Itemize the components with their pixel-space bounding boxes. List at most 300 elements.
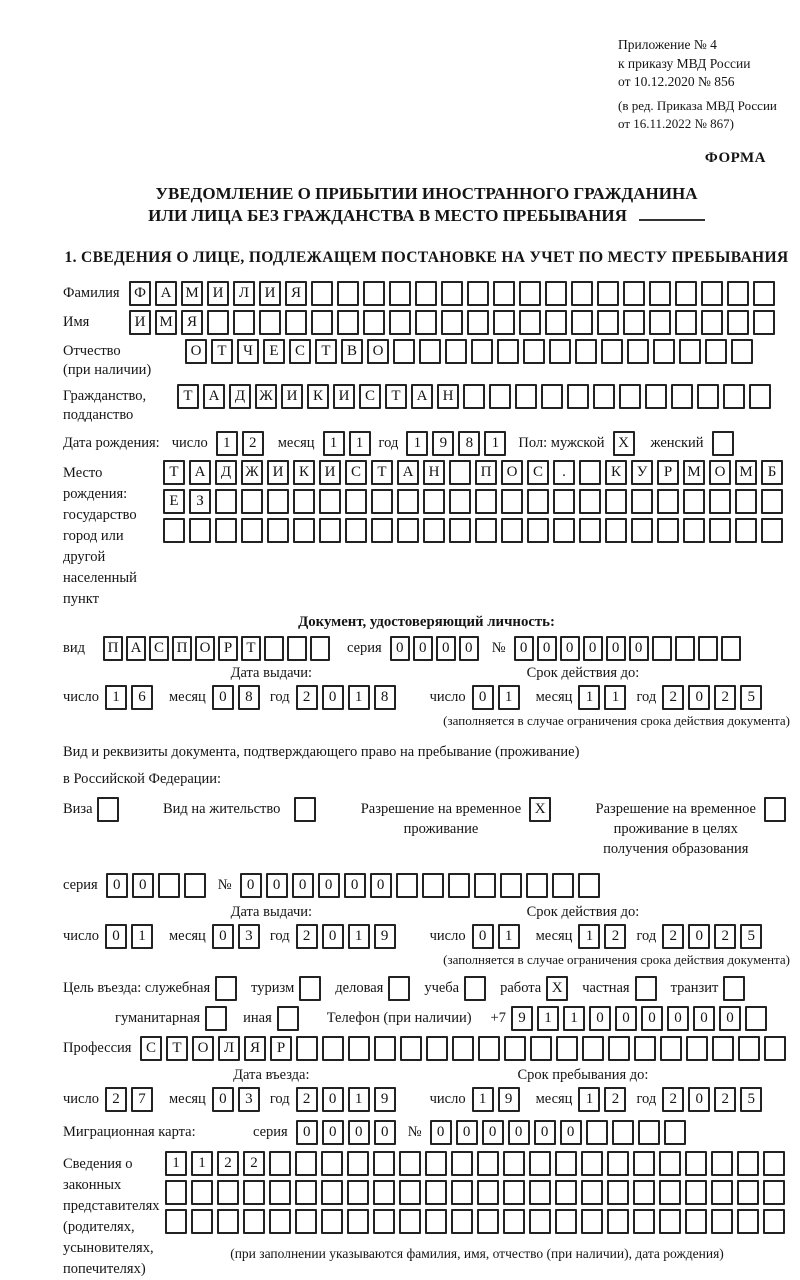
form-cell[interactable]: 0 bbox=[212, 924, 234, 949]
form-cell[interactable] bbox=[723, 976, 745, 1001]
form-cell[interactable] bbox=[660, 1036, 682, 1061]
form-cell[interactable]: И bbox=[281, 384, 303, 409]
form-cell[interactable] bbox=[451, 1180, 473, 1205]
form-cell[interactable] bbox=[738, 1036, 760, 1061]
form-cell[interactable]: 2 bbox=[662, 1087, 684, 1112]
form-cell[interactable] bbox=[519, 310, 541, 335]
form-cell[interactable]: X bbox=[529, 797, 551, 822]
form-cell[interactable] bbox=[571, 310, 593, 335]
form-cell[interactable] bbox=[764, 797, 786, 822]
form-cell[interactable] bbox=[477, 1180, 499, 1205]
form-cell[interactable] bbox=[657, 489, 679, 514]
form-cell[interactable] bbox=[389, 281, 411, 306]
form-cell[interactable]: 2 bbox=[662, 685, 684, 710]
form-cell[interactable]: 9 bbox=[374, 1087, 396, 1112]
form-cell[interactable]: Я bbox=[244, 1036, 266, 1061]
form-cell[interactable] bbox=[711, 1180, 733, 1205]
form-cell[interactable] bbox=[347, 1151, 369, 1176]
form-cell[interactable]: В bbox=[341, 339, 363, 364]
form-cell[interactable]: А bbox=[397, 460, 419, 485]
form-cell[interactable]: 2 bbox=[604, 1087, 626, 1112]
form-cell[interactable] bbox=[241, 518, 263, 543]
form-cell[interactable] bbox=[348, 1036, 370, 1061]
form-cell[interactable] bbox=[400, 1036, 422, 1061]
form-cell[interactable] bbox=[619, 384, 641, 409]
form-cell[interactable] bbox=[423, 489, 445, 514]
form-cell[interactable]: 8 bbox=[238, 685, 260, 710]
form-cell[interactable] bbox=[285, 310, 307, 335]
form-cell[interactable]: 0 bbox=[266, 873, 288, 898]
form-cell[interactable] bbox=[397, 518, 419, 543]
form-cell[interactable] bbox=[727, 310, 749, 335]
form-cell[interactable] bbox=[425, 1180, 447, 1205]
form-cell[interactable]: 5 bbox=[740, 924, 762, 949]
form-cell[interactable]: 1 bbox=[578, 1087, 600, 1112]
form-cell[interactable]: 0 bbox=[537, 636, 557, 661]
form-cell[interactable]: Д bbox=[215, 460, 237, 485]
form-cell[interactable] bbox=[545, 281, 567, 306]
form-cell[interactable]: Т bbox=[177, 384, 199, 409]
form-cell[interactable] bbox=[612, 1120, 634, 1145]
form-cell[interactable]: 0 bbox=[212, 685, 234, 710]
form-cell[interactable]: П bbox=[103, 636, 123, 661]
form-cell[interactable] bbox=[578, 873, 600, 898]
form-cell[interactable]: 8 bbox=[458, 431, 480, 456]
form-cell[interactable] bbox=[269, 1180, 291, 1205]
form-cell[interactable]: 0 bbox=[472, 924, 494, 949]
form-cell[interactable]: 2 bbox=[662, 924, 684, 949]
form-cell[interactable] bbox=[295, 1151, 317, 1176]
form-cell[interactable]: Я bbox=[285, 281, 307, 306]
form-cell[interactable] bbox=[441, 281, 463, 306]
form-cell[interactable]: И bbox=[259, 281, 281, 306]
form-cell[interactable] bbox=[269, 1209, 291, 1234]
form-cell[interactable]: 1 bbox=[191, 1151, 213, 1176]
form-cell[interactable] bbox=[553, 489, 575, 514]
form-cell[interactable] bbox=[555, 1209, 577, 1234]
form-cell[interactable]: Т bbox=[166, 1036, 188, 1061]
form-cell[interactable]: З bbox=[189, 489, 211, 514]
form-cell[interactable]: 1 bbox=[578, 924, 600, 949]
form-cell[interactable] bbox=[295, 1209, 317, 1234]
form-cell[interactable] bbox=[165, 1180, 187, 1205]
form-cell[interactable]: 0 bbox=[560, 636, 580, 661]
form-cell[interactable]: И bbox=[207, 281, 229, 306]
form-cell[interactable] bbox=[581, 1151, 603, 1176]
form-cell[interactable] bbox=[449, 460, 471, 485]
form-cell[interactable]: К bbox=[307, 384, 329, 409]
form-cell[interactable] bbox=[475, 489, 497, 514]
form-cell[interactable]: Р bbox=[218, 636, 238, 661]
form-cell[interactable]: Ж bbox=[255, 384, 277, 409]
form-cell[interactable] bbox=[552, 873, 574, 898]
form-cell[interactable]: 2 bbox=[217, 1151, 239, 1176]
form-cell[interactable] bbox=[493, 281, 515, 306]
form-cell[interactable] bbox=[321, 1180, 343, 1205]
form-cell[interactable]: С bbox=[345, 460, 367, 485]
form-cell[interactable] bbox=[675, 636, 695, 661]
form-cell[interactable] bbox=[515, 384, 537, 409]
form-cell[interactable] bbox=[503, 1151, 525, 1176]
form-cell[interactable]: 2 bbox=[296, 924, 318, 949]
form-cell[interactable] bbox=[749, 384, 771, 409]
form-cell[interactable] bbox=[664, 1120, 686, 1145]
form-cell[interactable]: 9 bbox=[374, 924, 396, 949]
form-cell[interactable] bbox=[191, 1209, 213, 1234]
form-cell[interactable] bbox=[675, 310, 697, 335]
form-cell[interactable]: С bbox=[140, 1036, 162, 1061]
form-cell[interactable]: Р bbox=[270, 1036, 292, 1061]
form-cell[interactable] bbox=[415, 281, 437, 306]
form-cell[interactable]: Ф bbox=[129, 281, 151, 306]
form-cell[interactable] bbox=[295, 1180, 317, 1205]
form-cell[interactable] bbox=[451, 1209, 473, 1234]
form-cell[interactable]: 0 bbox=[514, 636, 534, 661]
form-cell[interactable]: 9 bbox=[511, 1006, 533, 1031]
form-cell[interactable] bbox=[215, 976, 237, 1001]
form-cell[interactable] bbox=[501, 489, 523, 514]
form-cell[interactable]: Т bbox=[211, 339, 233, 364]
form-cell[interactable]: П bbox=[172, 636, 192, 661]
form-cell[interactable] bbox=[631, 489, 653, 514]
form-cell[interactable] bbox=[645, 384, 667, 409]
form-cell[interactable] bbox=[659, 1180, 681, 1205]
form-cell[interactable]: С bbox=[527, 460, 549, 485]
form-cell[interactable]: 1 bbox=[406, 431, 428, 456]
form-cell[interactable]: 0 bbox=[390, 636, 410, 661]
form-cell[interactable]: 0 bbox=[615, 1006, 637, 1031]
form-cell[interactable] bbox=[633, 1209, 655, 1234]
form-cell[interactable] bbox=[683, 518, 705, 543]
form-cell[interactable] bbox=[634, 1036, 656, 1061]
form-cell[interactable]: Е bbox=[263, 339, 285, 364]
form-cell[interactable] bbox=[294, 797, 316, 822]
form-cell[interactable] bbox=[267, 489, 289, 514]
form-cell[interactable] bbox=[269, 1151, 291, 1176]
form-cell[interactable]: И bbox=[333, 384, 355, 409]
form-cell[interactable]: 1 bbox=[563, 1006, 585, 1031]
form-cell[interactable] bbox=[217, 1209, 239, 1234]
form-cell[interactable] bbox=[586, 1120, 608, 1145]
form-cell[interactable]: 0 bbox=[560, 1120, 582, 1145]
form-cell[interactable]: Т bbox=[385, 384, 407, 409]
form-cell[interactable]: 0 bbox=[606, 636, 626, 661]
form-cell[interactable] bbox=[467, 281, 489, 306]
form-cell[interactable] bbox=[649, 310, 671, 335]
form-cell[interactable]: 0 bbox=[212, 1087, 234, 1112]
form-cell[interactable]: Т bbox=[371, 460, 393, 485]
form-cell[interactable]: 0 bbox=[240, 873, 262, 898]
form-cell[interactable]: Ж bbox=[241, 460, 263, 485]
form-cell[interactable] bbox=[685, 1180, 707, 1205]
form-cell[interactable] bbox=[631, 518, 653, 543]
form-cell[interactable] bbox=[737, 1151, 759, 1176]
form-cell[interactable]: Б bbox=[761, 460, 783, 485]
form-cell[interactable] bbox=[519, 281, 541, 306]
form-cell[interactable]: 1 bbox=[498, 685, 520, 710]
form-cell[interactable]: О bbox=[195, 636, 215, 661]
form-cell[interactable] bbox=[243, 1209, 265, 1234]
form-cell[interactable] bbox=[675, 281, 697, 306]
form-cell[interactable]: 0 bbox=[629, 636, 649, 661]
form-cell[interactable] bbox=[322, 1036, 344, 1061]
form-cell[interactable] bbox=[371, 489, 393, 514]
form-cell[interactable] bbox=[653, 339, 675, 364]
form-cell[interactable] bbox=[523, 339, 545, 364]
form-cell[interactable] bbox=[267, 518, 289, 543]
form-cell[interactable]: 0 bbox=[106, 873, 128, 898]
form-cell[interactable] bbox=[493, 310, 515, 335]
form-cell[interactable] bbox=[649, 281, 671, 306]
form-cell[interactable] bbox=[575, 339, 597, 364]
form-cell[interactable] bbox=[601, 339, 623, 364]
form-cell[interactable]: 1 bbox=[348, 685, 370, 710]
form-cell[interactable]: 2 bbox=[296, 1087, 318, 1112]
form-cell[interactable] bbox=[731, 339, 753, 364]
form-cell[interactable] bbox=[500, 873, 522, 898]
form-cell[interactable] bbox=[638, 1120, 660, 1145]
form-cell[interactable] bbox=[526, 873, 548, 898]
form-cell[interactable] bbox=[363, 281, 385, 306]
form-cell[interactable] bbox=[529, 1180, 551, 1205]
form-cell[interactable]: 0 bbox=[322, 685, 344, 710]
form-cell[interactable]: Н bbox=[437, 384, 459, 409]
form-cell[interactable]: О bbox=[367, 339, 389, 364]
form-cell[interactable]: Л bbox=[218, 1036, 240, 1061]
form-cell[interactable]: 0 bbox=[318, 873, 340, 898]
form-cell[interactable]: 0 bbox=[719, 1006, 741, 1031]
form-cell[interactable] bbox=[705, 339, 727, 364]
form-cell[interactable] bbox=[579, 518, 601, 543]
form-cell[interactable] bbox=[763, 1180, 785, 1205]
form-cell[interactable] bbox=[441, 310, 463, 335]
form-cell[interactable] bbox=[627, 339, 649, 364]
form-cell[interactable] bbox=[321, 1151, 343, 1176]
form-cell[interactable] bbox=[593, 384, 615, 409]
form-cell[interactable]: 0 bbox=[641, 1006, 663, 1031]
form-cell[interactable] bbox=[319, 518, 341, 543]
form-cell[interactable]: 0 bbox=[688, 1087, 710, 1112]
form-cell[interactable] bbox=[474, 873, 496, 898]
form-cell[interactable] bbox=[503, 1180, 525, 1205]
form-cell[interactable] bbox=[541, 384, 563, 409]
form-cell[interactable]: 0 bbox=[482, 1120, 504, 1145]
form-cell[interactable]: А bbox=[126, 636, 146, 661]
form-cell[interactable] bbox=[415, 310, 437, 335]
form-cell[interactable] bbox=[504, 1036, 526, 1061]
form-cell[interactable]: 0 bbox=[292, 873, 314, 898]
form-cell[interactable] bbox=[299, 976, 321, 1001]
form-cell[interactable] bbox=[556, 1036, 578, 1061]
form-cell[interactable] bbox=[555, 1180, 577, 1205]
form-cell[interactable] bbox=[527, 518, 549, 543]
form-cell[interactable]: 2 bbox=[714, 685, 736, 710]
form-cell[interactable]: 1 bbox=[578, 685, 600, 710]
form-cell[interactable] bbox=[686, 1036, 708, 1061]
form-cell[interactable] bbox=[191, 1180, 213, 1205]
form-cell[interactable] bbox=[597, 310, 619, 335]
form-cell[interactable] bbox=[633, 1151, 655, 1176]
form-cell[interactable]: 0 bbox=[436, 636, 456, 661]
form-cell[interactable]: У bbox=[631, 460, 653, 485]
form-cell[interactable]: 9 bbox=[432, 431, 454, 456]
form-cell[interactable] bbox=[527, 489, 549, 514]
form-cell[interactable]: 0 bbox=[374, 1120, 396, 1145]
form-cell[interactable] bbox=[477, 1151, 499, 1176]
form-cell[interactable]: 1 bbox=[165, 1151, 187, 1176]
form-cell[interactable]: 0 bbox=[456, 1120, 478, 1145]
form-cell[interactable]: И bbox=[129, 310, 151, 335]
form-cell[interactable]: 1 bbox=[348, 924, 370, 949]
form-cell[interactable]: Я bbox=[181, 310, 203, 335]
form-cell[interactable] bbox=[399, 1180, 421, 1205]
form-cell[interactable] bbox=[711, 1151, 733, 1176]
form-cell[interactable]: С bbox=[149, 636, 169, 661]
form-cell[interactable] bbox=[184, 873, 206, 898]
form-cell[interactable] bbox=[753, 310, 775, 335]
form-cell[interactable] bbox=[579, 460, 601, 485]
form-cell[interactable]: 1 bbox=[484, 431, 506, 456]
form-cell[interactable]: 2 bbox=[296, 685, 318, 710]
form-cell[interactable] bbox=[607, 1180, 629, 1205]
form-cell[interactable] bbox=[373, 1209, 395, 1234]
form-cell[interactable] bbox=[545, 310, 567, 335]
form-cell[interactable] bbox=[215, 489, 237, 514]
form-cell[interactable] bbox=[293, 489, 315, 514]
form-cell[interactable] bbox=[685, 1209, 707, 1234]
form-cell[interactable] bbox=[597, 281, 619, 306]
form-cell[interactable] bbox=[727, 281, 749, 306]
form-cell[interactable] bbox=[582, 1036, 604, 1061]
form-cell[interactable]: 0 bbox=[534, 1120, 556, 1145]
form-cell[interactable] bbox=[259, 310, 281, 335]
form-cell[interactable] bbox=[503, 1209, 525, 1234]
form-cell[interactable]: . bbox=[553, 460, 575, 485]
form-cell[interactable] bbox=[388, 976, 410, 1001]
form-cell[interactable] bbox=[243, 1180, 265, 1205]
form-cell[interactable] bbox=[709, 518, 731, 543]
form-cell[interactable]: Е bbox=[163, 489, 185, 514]
form-cell[interactable]: 0 bbox=[667, 1006, 689, 1031]
form-cell[interactable] bbox=[623, 310, 645, 335]
form-cell[interactable] bbox=[452, 1036, 474, 1061]
form-cell[interactable] bbox=[393, 339, 415, 364]
form-cell[interactable] bbox=[529, 1151, 551, 1176]
form-cell[interactable] bbox=[345, 489, 367, 514]
form-cell[interactable]: 9 bbox=[498, 1087, 520, 1112]
form-cell[interactable] bbox=[233, 310, 255, 335]
form-cell[interactable] bbox=[489, 384, 511, 409]
form-cell[interactable] bbox=[763, 1209, 785, 1234]
form-cell[interactable] bbox=[374, 1036, 396, 1061]
form-cell[interactable] bbox=[451, 1151, 473, 1176]
form-cell[interactable] bbox=[698, 636, 718, 661]
form-cell[interactable] bbox=[389, 310, 411, 335]
form-cell[interactable]: 0 bbox=[132, 873, 154, 898]
form-cell[interactable]: 5 bbox=[740, 1087, 762, 1112]
form-cell[interactable]: О bbox=[501, 460, 523, 485]
form-cell[interactable] bbox=[423, 518, 445, 543]
form-cell[interactable]: А bbox=[203, 384, 225, 409]
form-cell[interactable] bbox=[464, 976, 486, 1001]
form-cell[interactable] bbox=[463, 384, 485, 409]
form-cell[interactable]: М bbox=[735, 460, 757, 485]
form-cell[interactable] bbox=[347, 1180, 369, 1205]
form-cell[interactable]: 0 bbox=[693, 1006, 715, 1031]
form-cell[interactable] bbox=[723, 384, 745, 409]
form-cell[interactable]: 5 bbox=[740, 685, 762, 710]
form-cell[interactable] bbox=[761, 518, 783, 543]
form-cell[interactable]: 0 bbox=[472, 685, 494, 710]
form-cell[interactable] bbox=[207, 310, 229, 335]
form-cell[interactable] bbox=[337, 281, 359, 306]
form-cell[interactable] bbox=[448, 873, 470, 898]
form-cell[interactable] bbox=[711, 1209, 733, 1234]
form-cell[interactable] bbox=[652, 636, 672, 661]
form-cell[interactable] bbox=[475, 518, 497, 543]
form-cell[interactable]: Т bbox=[163, 460, 185, 485]
form-cell[interactable] bbox=[449, 489, 471, 514]
form-cell[interactable] bbox=[445, 339, 467, 364]
form-cell[interactable] bbox=[659, 1151, 681, 1176]
form-cell[interactable] bbox=[449, 518, 471, 543]
form-cell[interactable] bbox=[608, 1036, 630, 1061]
form-cell[interactable] bbox=[321, 1209, 343, 1234]
form-cell[interactable]: С bbox=[359, 384, 381, 409]
form-cell[interactable] bbox=[567, 384, 589, 409]
form-cell[interactable] bbox=[623, 281, 645, 306]
form-cell[interactable] bbox=[671, 384, 693, 409]
form-cell[interactable]: М bbox=[155, 310, 177, 335]
form-cell[interactable]: М bbox=[181, 281, 203, 306]
form-cell[interactable]: Л bbox=[233, 281, 255, 306]
form-cell[interactable] bbox=[425, 1151, 447, 1176]
form-cell[interactable]: 2 bbox=[242, 431, 264, 456]
form-cell[interactable] bbox=[679, 339, 701, 364]
form-cell[interactable] bbox=[215, 518, 237, 543]
form-cell[interactable]: Ч bbox=[237, 339, 259, 364]
form-cell[interactable] bbox=[287, 636, 307, 661]
form-cell[interactable] bbox=[163, 518, 185, 543]
form-cell[interactable] bbox=[764, 1036, 786, 1061]
form-cell[interactable] bbox=[581, 1209, 603, 1234]
form-cell[interactable]: И bbox=[267, 460, 289, 485]
form-cell[interactable] bbox=[205, 1006, 227, 1031]
form-cell[interactable] bbox=[721, 636, 741, 661]
form-cell[interactable] bbox=[373, 1151, 395, 1176]
form-cell[interactable] bbox=[399, 1151, 421, 1176]
form-cell[interactable]: 0 bbox=[589, 1006, 611, 1031]
form-cell[interactable] bbox=[319, 489, 341, 514]
form-cell[interactable]: К bbox=[293, 460, 315, 485]
form-cell[interactable]: 0 bbox=[348, 1120, 370, 1145]
form-cell[interactable] bbox=[753, 281, 775, 306]
form-cell[interactable] bbox=[373, 1180, 395, 1205]
form-cell[interactable]: 1 bbox=[349, 431, 371, 456]
form-cell[interactable] bbox=[712, 1036, 734, 1061]
form-cell[interactable] bbox=[296, 1036, 318, 1061]
form-cell[interactable] bbox=[165, 1209, 187, 1234]
form-cell[interactable] bbox=[241, 489, 263, 514]
form-cell[interactable] bbox=[635, 976, 657, 1001]
form-cell[interactable]: 7 bbox=[131, 1087, 153, 1112]
form-cell[interactable] bbox=[605, 518, 627, 543]
form-cell[interactable] bbox=[217, 1180, 239, 1205]
form-cell[interactable]: 1 bbox=[537, 1006, 559, 1031]
form-cell[interactable] bbox=[363, 310, 385, 335]
form-cell[interactable]: Р bbox=[657, 460, 679, 485]
form-cell[interactable]: 2 bbox=[105, 1087, 127, 1112]
